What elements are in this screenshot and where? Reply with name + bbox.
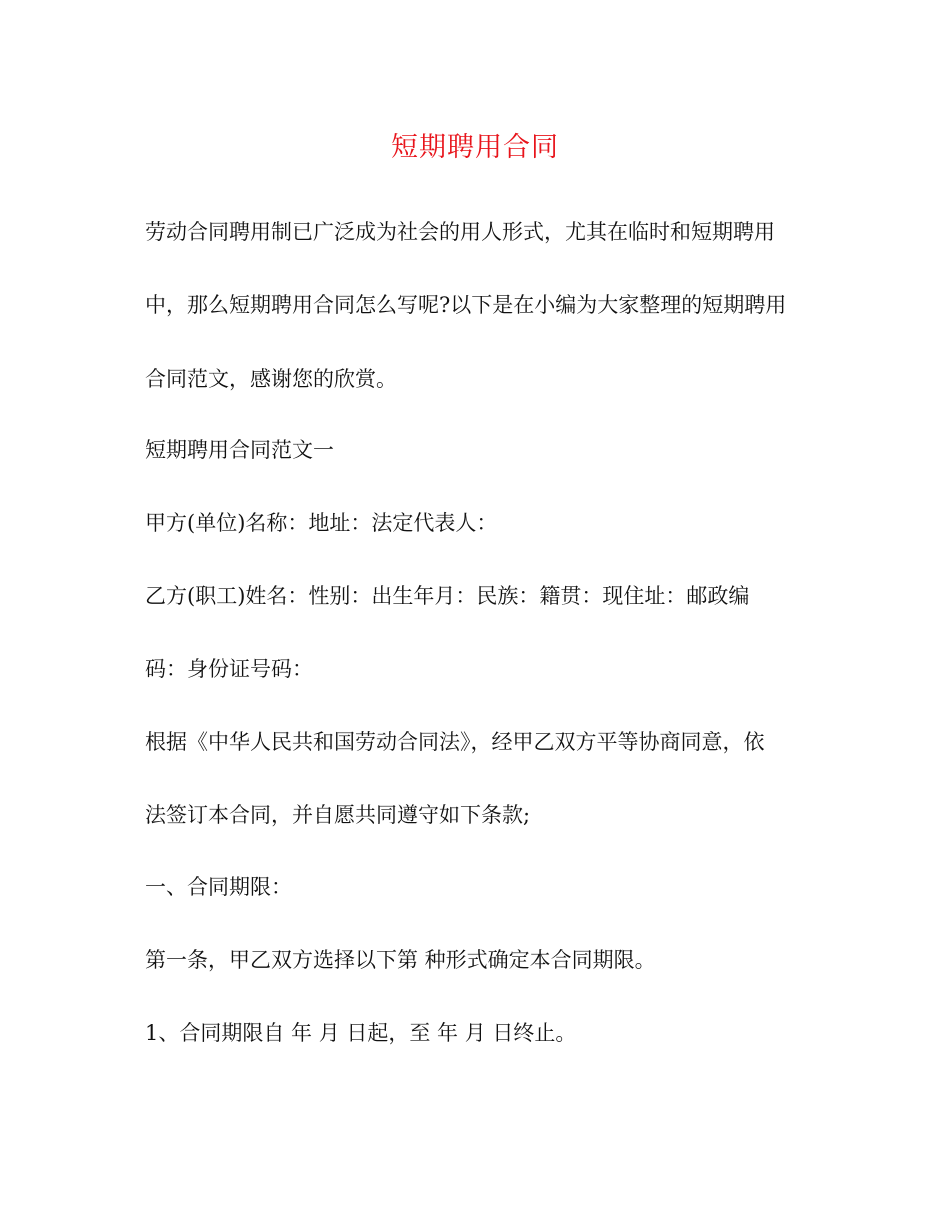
paragraph-line: 根据《中华人民共和国劳动合同法》，经甲乙双方平等协商同意，依: [145, 730, 765, 754]
paragraph-line: 中，那么短期聘用合同怎么写呢?以下是在小编为大家整理的短期聘用: [145, 293, 787, 317]
paragraph-line: 码：身份证号码：: [145, 657, 313, 681]
paragraph-line: 1、合同期限自 年 月 日起，至 年 月 日终止。: [145, 1021, 577, 1045]
paragraph-line: 劳动合同聘用制已广泛成为社会的用人形式，尤其在临时和短期聘用: [145, 220, 775, 244]
paragraph-line: 法签订本合同，并自愿共同遵守如下条款;: [145, 803, 531, 827]
section-heading: 短期聘用合同范文一: [145, 438, 334, 462]
paragraph-line: 乙方(职工)姓名：性别：出生年月：民族：籍贯：现住址：邮政编: [145, 584, 750, 608]
document-title: 短期聘用合同: [391, 132, 559, 163]
paragraph-line: 第一条，甲乙双方选择以下第 种形式确定本合同期限。: [145, 948, 656, 972]
paragraph-line: 合同范文，感谢您的欣赏。: [145, 367, 397, 391]
paragraph-line: 甲方(单位)名称：地址：法定代表人：: [145, 511, 498, 535]
section-heading: 一、合同期限：: [145, 875, 292, 899]
